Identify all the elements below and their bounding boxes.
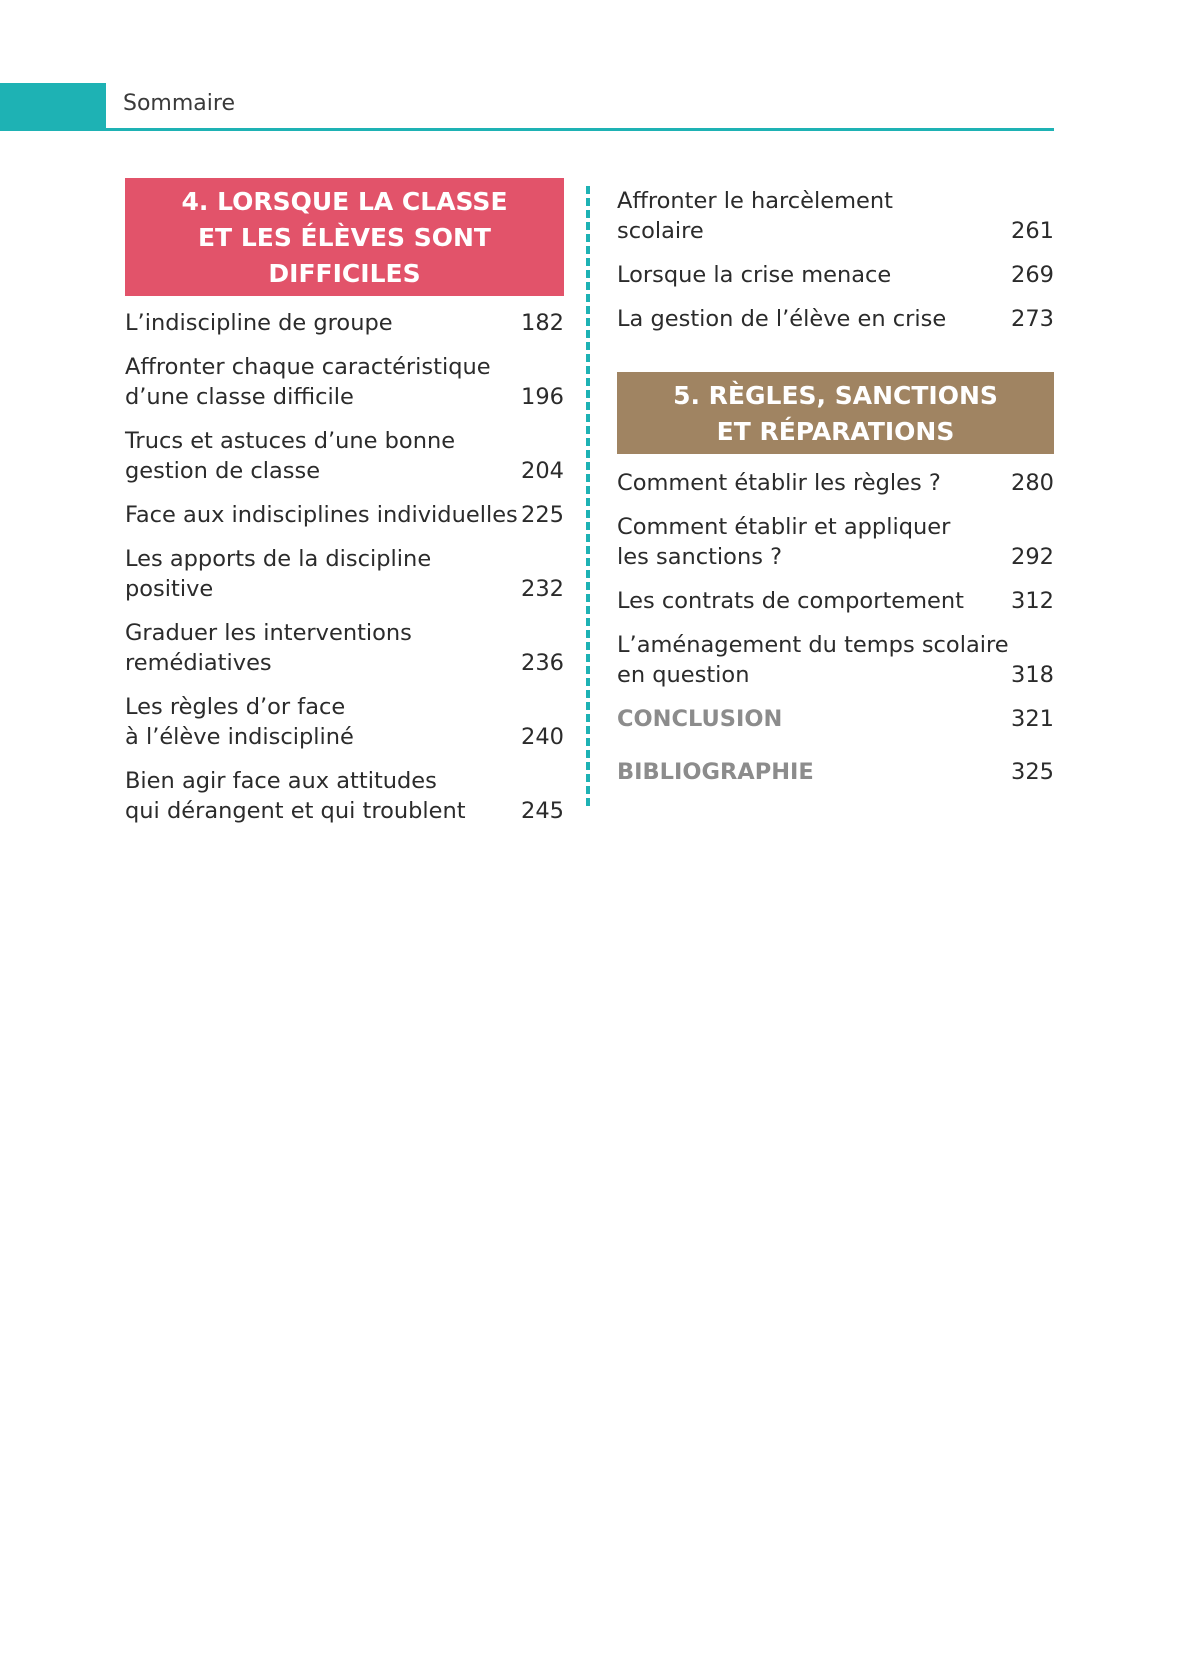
section-4-line-2: ET LES ÉLÈVES SONT DIFFICILES <box>197 223 491 288</box>
entry-title: Bien agir face aux attitudes <box>125 768 437 794</box>
entry-title: les sanctions ? <box>617 544 783 570</box>
entry-page: 196 <box>521 384 564 410</box>
entry-title: Affronter chaque caractéristique <box>125 354 491 380</box>
entry-title: Les apports de la discipline <box>125 546 432 572</box>
entry-page: 280 <box>1011 470 1054 496</box>
toc-entry-bibliography[interactable] <box>617 757 1054 787</box>
entry-page: 292 <box>1011 544 1054 570</box>
toc-entry[interactable] <box>617 512 1054 572</box>
entry-page: 318 <box>1011 662 1054 688</box>
toc-entry[interactable] <box>125 766 564 826</box>
section-5-line-2: ET RÉPARATIONS <box>716 417 955 446</box>
toc-entry[interactable] <box>617 260 1054 290</box>
entry-page: 240 <box>521 724 564 750</box>
entry-page: 273 <box>1011 306 1054 332</box>
entry-page: 245 <box>521 798 564 824</box>
bibliography-page: 325 <box>1011 759 1054 785</box>
toc-entry[interactable] <box>617 304 1054 334</box>
toc-entry[interactable] <box>617 186 1054 246</box>
header-rule <box>106 128 1054 131</box>
section-5-heading <box>617 372 1054 454</box>
entry-page: 225 <box>521 502 564 528</box>
conclusion-page: 321 <box>1011 706 1054 732</box>
toc-entry[interactable] <box>617 468 1054 498</box>
section-4-line-1: 4. LORSQUE LA CLASSE <box>181 187 508 216</box>
entry-page: 269 <box>1011 262 1054 288</box>
toc-left-column <box>125 178 564 826</box>
entry-page: 236 <box>521 650 564 676</box>
entry-title: d’une classe difficile <box>125 384 354 410</box>
entry-page: 204 <box>521 458 564 484</box>
entry-title: scolaire <box>617 218 704 244</box>
entry-title: positive <box>125 576 214 602</box>
toc-entry[interactable] <box>125 308 564 338</box>
entry-title: qui dérangent et qui troublent <box>125 798 466 824</box>
conclusion-label: CONCLUSION <box>617 706 783 732</box>
entry-page: 312 <box>1011 588 1054 614</box>
toc-entry[interactable] <box>617 630 1054 690</box>
entry-page: 261 <box>1011 218 1054 244</box>
section-4-heading <box>125 178 564 296</box>
entry-title: en question <box>617 662 750 688</box>
page-title: Sommaire <box>123 91 235 116</box>
entry-title: Comment établir les règles ? <box>617 470 941 496</box>
column-divider <box>586 186 590 806</box>
entry-title: Trucs et astuces d’une bonne <box>125 428 456 454</box>
toc-entry[interactable] <box>125 426 564 486</box>
entry-title: La gestion de l’élève en crise <box>617 306 947 332</box>
entry-title: Affronter le harcèlement <box>617 188 893 214</box>
header-accent-tab <box>0 83 106 131</box>
toc-entry-conclusion[interactable] <box>617 704 1054 734</box>
entry-title: Graduer les interventions <box>125 620 412 646</box>
entry-title: gestion de classe <box>125 458 321 484</box>
toc-entry[interactable] <box>617 586 1054 616</box>
entry-page: 182 <box>521 310 564 336</box>
entry-title: Les règles d’or face <box>125 694 346 720</box>
entry-title: à l’élève indiscipliné <box>125 724 354 750</box>
entry-title: Lorsque la crise menace <box>617 262 892 288</box>
toc-entry[interactable] <box>125 618 564 678</box>
entry-title: Face aux indisciplines individuelles <box>125 502 518 528</box>
entry-title: L’indiscipline de groupe <box>125 310 393 336</box>
entry-page: 232 <box>521 576 564 602</box>
section-5-line-1: 5. RÈGLES, SANCTIONS <box>673 381 998 410</box>
toc-right-column <box>617 178 1054 787</box>
entry-title: Comment établir et appliquer <box>617 514 951 540</box>
entry-title: L’aménagement du temps scolaire <box>617 632 1009 658</box>
toc-entry[interactable] <box>125 352 564 412</box>
bibliography-label: BIBLIOGRAPHIE <box>617 759 814 785</box>
toc-entry[interactable] <box>125 692 564 752</box>
toc-entry[interactable] <box>125 544 564 604</box>
entry-title: remédiatives <box>125 650 272 676</box>
toc-entry[interactable] <box>125 500 564 530</box>
entry-title: Les contrats de comportement <box>617 588 964 614</box>
